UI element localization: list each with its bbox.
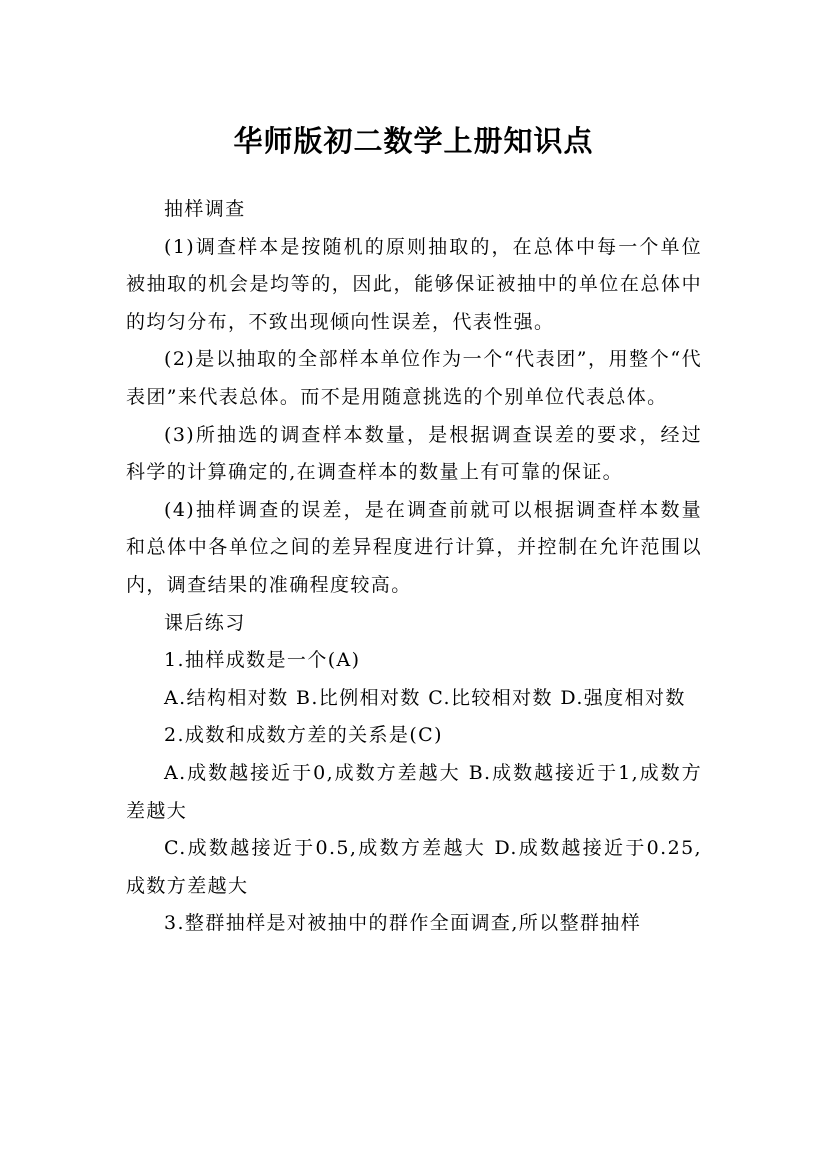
question-2-options-ab: A.成数越接近于0,成数方差越大 B.成数越接近于1,成数方差越大: [126, 761, 702, 822]
question-3: 3.整群抽样是对被抽中的群作全面调查,所以整群抽样: [164, 912, 642, 935]
document-title: 华师版初二数学上册知识点: [233, 124, 594, 159]
section-heading-exercises: 课后练习: [164, 611, 246, 634]
question-2-options-cd: C.成数越接近于0.5,成数方差越大 D.成数越接近于0.25,成数方差越大: [126, 837, 702, 897]
question-1-options: A.结构相对数 B.比例相对数 C.比较相对数 D.强度相对数: [164, 686, 686, 709]
question-2: 2.成数和成数方差的关系是(C): [164, 724, 443, 747]
question-1: 1.抽样成数是一个(A): [164, 649, 361, 672]
document-body: [126, 191, 702, 943]
paragraph-point-3: (3)所抽选的调查样本数量，是根据调查误差的要求，经过科学的计算确定的,在调查样本的数量上有可靠的保证。: [126, 423, 702, 484]
paragraph-point-1: (1)调查样本是按随机的原则抽取的，在总体中每一个单位被抽取的机会是均等的，因此，能够保证被抽中的单位在总体中的均匀分布，不致出现倾向性误差，代表性强。: [126, 235, 702, 333]
paragraph-point-4: (4)抽样调查的误差，是在调查前就可以根据调查样本数量和总体中各单位之间的差异程度进行计算，并控制在允许范围以内，调查结果的准确程度较高。: [126, 498, 702, 596]
paragraph-point-2: (2)是以抽取的全部样本单位作为一个“代表团”，用整个“代表团”来代表总体。而不是用随意挑选的个别单位代表总体。: [126, 348, 702, 408]
section-heading-sampling-survey: 抽样调查: [164, 198, 246, 220]
